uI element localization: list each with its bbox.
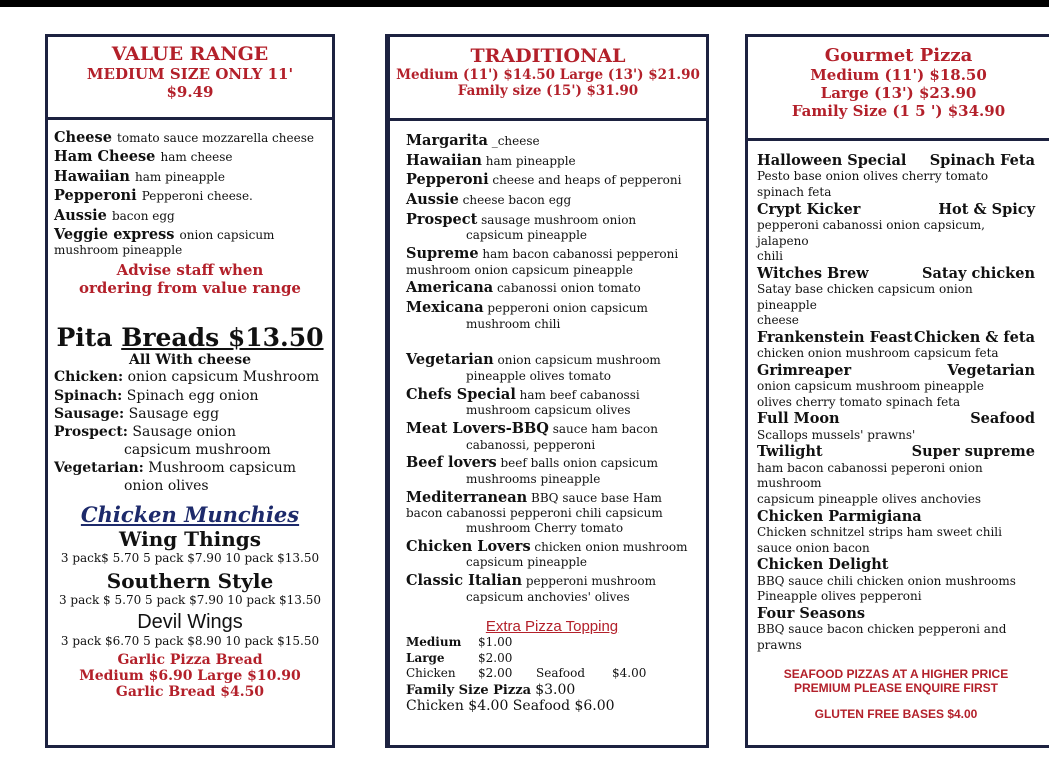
seafood-note-line2: PREMIUM PLEASE ENQUIRE FIRST (793, 681, 999, 696)
topping-row (406, 651, 698, 667)
traditional-item (406, 297, 698, 317)
pita-item-name: Sausage: (54, 405, 125, 422)
southern-style-prices: 3 pack $ 5.70 5 pack $7.90 10 pack $13.50 (58, 592, 322, 607)
traditional-item-cont: cabanossi, pepperoni (466, 437, 596, 452)
gourmet-item-cont: prawns (757, 637, 802, 652)
gourmet-item-cont: olives cherry tomato spinach feta (757, 394, 961, 409)
traditional-item-name: Chefs Special (406, 385, 516, 403)
value-item (54, 224, 326, 243)
gourmet-item-cont: sauce onion bacon (757, 540, 870, 555)
value-item (54, 166, 326, 185)
pita-subtitle: All With cheese (129, 352, 251, 369)
traditional-item (406, 452, 698, 472)
gourmet-item-head (757, 443, 1035, 460)
value-item-name: Pepperoni (54, 187, 137, 205)
gourmet-item-head (757, 362, 1035, 379)
topping-price: $1.00 (478, 635, 513, 650)
pita-item-desc: Sausage egg (124, 405, 220, 422)
traditional-item-cont: pineapple olives tomato (466, 369, 612, 384)
traditional-item-name: Chicken Lovers (406, 537, 531, 555)
traditional-item-name: Hawaiian (406, 151, 482, 169)
gourmet-item-head (757, 329, 1035, 346)
topping-size: Chicken (406, 666, 456, 681)
traditional-item-cont: mushroom capsicum olives (466, 403, 631, 418)
gourmet-header (748, 37, 1049, 141)
garlic-pizza-prices: Medium $6.90 Large $10.90 (79, 667, 301, 684)
traditional-item-desc: pepperoni onion capsicum (483, 301, 648, 316)
top-edge (0, 0, 1049, 7)
pita-item-name: Chicken: (54, 369, 124, 386)
pita-item-desc: Spinach egg onion (122, 387, 259, 404)
traditional-item (406, 209, 698, 229)
value-item-desc: tomato sauce mozzarella cheese (117, 131, 314, 145)
gourmet-item-style: Spinach Feta (929, 152, 1035, 169)
gourmet-medium: Medium (11') $18.50 (810, 66, 987, 84)
family-size-price: $3.00 (535, 681, 576, 698)
traditional-list (406, 130, 698, 331)
traditional-item-name: Mediterranean (406, 488, 528, 506)
traditional-item-cont: capsicum pineapple (466, 228, 588, 243)
value-range-size: MEDIUM SIZE ONLY 11' (86, 65, 294, 83)
value-item-desc: ham cheese (160, 150, 233, 165)
gourmet-item-name: Twilight (757, 443, 823, 461)
topping-seafood-price: $4.00 (612, 666, 647, 681)
traditional-item-desc: sauce ham bacon (548, 422, 658, 436)
traditional-item (406, 349, 698, 369)
traditional-panel (385, 34, 709, 748)
traditional-item-desc: _cheese (487, 134, 540, 148)
value-item-desc: onion capsicum (179, 227, 275, 242)
gourmet-item-style: Vegetarian (947, 361, 1035, 379)
pita-breads-title (54, 323, 326, 352)
traditional-item-desc: ham beef cabanossi (515, 387, 640, 402)
traditional-item-desc: cheese bacon egg (458, 193, 572, 208)
gourmet-item-head (757, 265, 1035, 282)
wing-things-prices: 3 pack$ 5.70 5 pack $7.90 10 pack $13.50 (60, 550, 320, 565)
gourmet-item-name: Witches Brew (757, 264, 869, 282)
gourmet-title: Gourmet Pizza (824, 45, 973, 66)
traditional-item-name: Classic Italian (406, 571, 522, 589)
gourmet-list (757, 152, 1035, 653)
family-size-row (406, 682, 698, 698)
topping-row (406, 666, 698, 682)
pita-item (54, 423, 326, 441)
extra-topping-title: Extra Pizza Topping (485, 618, 619, 636)
traditional-item-cont: capsicum pineapple (466, 555, 588, 570)
gourmet-item-name: Chicken Parmigiana (757, 507, 922, 525)
traditional-item-name: Pepperoni (406, 171, 489, 189)
traditional-item-name: Americana (406, 279, 494, 297)
value-item-name: Ham Cheese (54, 148, 156, 166)
gourmet-item-name: Frankenstein Feast (757, 328, 913, 346)
value-range-price: $9.49 (166, 83, 214, 101)
gourmet-item-cont: cheese (757, 313, 799, 328)
gourmet-item-style: Satay chicken (922, 264, 1035, 282)
traditional-item-desc: onion capsicum mushroom (493, 353, 661, 368)
traditional-item (406, 150, 698, 170)
value-item (54, 146, 326, 165)
gourmet-large: Large (13') $23.90 (820, 84, 977, 102)
wing-things-title: Wing Things (118, 526, 261, 551)
traditional-item (406, 536, 698, 556)
traditional-item (406, 130, 698, 150)
gourmet-item-desc: Chicken schnitzel strips ham sweet chili (757, 525, 1002, 540)
gourmet-item-name: Crypt Kicker (757, 200, 861, 218)
gourmet-item-desc: Pesto base onion olives cherry tomato (757, 169, 989, 184)
traditional-item-cont: bacon cabanossi pepperoni chili capsicum (406, 506, 663, 521)
gourmet-item-desc: Scallops mussels' prawns' (757, 427, 916, 442)
gourmet-item-desc: onion capsicum mushroom pineapple (757, 379, 984, 394)
garlic-pizza-bread: Garlic Pizza Bread (117, 651, 263, 668)
topping-prices (406, 635, 698, 682)
family-size-label: Family Size Pizza (406, 682, 532, 698)
garlic-bread-price: Garlic Bread $4.50 (115, 683, 265, 700)
traditional-item (406, 277, 698, 297)
gourmet-family: Family Size (1 5 ') $34.90 (791, 102, 1006, 120)
seafood-note-line1: SEAFOOD PIZZAS AT A HIGHER PRICE (783, 667, 1009, 682)
traditional-item-desc: BBQ sauce base Ham (527, 490, 662, 505)
devil-wings-prices: 3 pack $6.70 5 pack $8.90 10 pack $15.50 (60, 633, 320, 648)
traditional-item-cont: mushroom onion capsicum pineapple (406, 262, 633, 277)
traditional-item-desc: ham pineapple (481, 153, 576, 168)
gourmet-item-head (757, 152, 1035, 169)
gourmet-item-style: Hot & Spicy (938, 200, 1035, 218)
traditional-item (406, 570, 698, 590)
gourmet-item-name: Full Moon (757, 410, 840, 428)
traditional-item-cont: mushroom chili (466, 316, 561, 331)
traditional-title: TRADITIONAL (470, 45, 626, 67)
gourmet-item-head (757, 410, 1035, 427)
gourmet-item-cont: Pineapple olives pepperoni (757, 589, 922, 604)
value-range-list (54, 127, 326, 243)
gourmet-panel (745, 34, 1049, 748)
gourmet-item-head (757, 605, 1035, 622)
traditional-item-cont: mushroom Cherry tomato (466, 520, 624, 535)
gourmet-item-head (757, 556, 1035, 573)
pita-item-desc: Mushroom capsicum (143, 460, 297, 477)
topping-size: Large (406, 650, 445, 665)
value-item-desc: Pepperoni cheese. (141, 189, 253, 204)
pita-item (54, 387, 326, 405)
gourmet-item-style: Seafood (970, 410, 1035, 428)
value-item-desc: ham pineapple (135, 169, 225, 184)
pita-item-cont: onion olives (124, 478, 209, 495)
pita-item (54, 459, 326, 477)
traditional-item-name: Mexicana (406, 299, 484, 317)
topping-seafood-label (536, 635, 612, 651)
gourmet-item-desc: BBQ sauce chili chicken onion mushrooms (757, 573, 1016, 588)
traditional-item-desc: pepperoni mushroom (522, 573, 656, 588)
gourmet-item-head (757, 201, 1035, 218)
gourmet-body (748, 144, 1049, 745)
gluten-free-note: GLUTEN FREE BASES $4.00 (814, 707, 978, 722)
traditional-item-desc: ham bacon cabanossi pepperoni (478, 247, 679, 262)
advise-note-line1: Advise staff when (116, 261, 264, 280)
gourmet-item-style: Chicken & feta (914, 328, 1035, 346)
topping-seafood-label (536, 651, 612, 667)
traditional-item-desc: beef balls onion capsicum (496, 456, 659, 471)
traditional-item (406, 418, 698, 438)
gourmet-item-style: Super supreme (911, 443, 1035, 461)
traditional-item (406, 384, 698, 404)
advise-note-line2: ordering from value range (79, 279, 301, 298)
value-item (54, 127, 326, 146)
gourmet-item-desc: pepperoni cabanossi onion capsicum, jalapeno (757, 217, 985, 248)
southern-style-title: Southern Style (106, 568, 274, 593)
value-item-name: Veggie express (54, 225, 175, 243)
value-item-desc: bacon egg (111, 208, 175, 223)
pita-title: Breads $13.50 (121, 323, 324, 353)
traditional-item-name: Aussie (406, 191, 459, 209)
gourmet-item-name: Four Seasons (757, 604, 866, 622)
gourmet-item-name: Grimreaper (757, 361, 852, 379)
traditional-item-desc: cabanossi onion tomato (493, 281, 641, 296)
traditional-item-cont: capsicum anchovies' olives (466, 589, 630, 604)
pita-item (54, 405, 326, 423)
topping-price: $2.00 (478, 650, 513, 665)
gourmet-item-name: Halloween Special (757, 152, 907, 169)
value-range-body (48, 123, 332, 745)
traditional-header (390, 37, 706, 121)
pita-item-name: Vegetarian: (54, 460, 144, 477)
traditional-item-desc: chicken onion mushroom (530, 539, 688, 554)
value-range-panel (45, 34, 335, 748)
gourmet-item-head (757, 508, 1035, 525)
traditional-item-cont: mushrooms pineapple (466, 472, 601, 486)
traditional-item (406, 243, 698, 263)
pita-list (54, 368, 326, 495)
pita-item-desc: onion capsicum Mushroom (123, 369, 320, 386)
value-item-name: Cheese (54, 129, 112, 146)
gourmet-item-cont: chili (757, 249, 783, 264)
gourmet-item-desc: BBQ sauce bacon chicken pepperoni and (757, 622, 1007, 637)
gourmet-item-desc: Satay base chicken capsicum onion pineapple (757, 282, 973, 312)
traditional-medium-large: Medium (11') $14.50 Large (13') $21.90 (396, 67, 700, 83)
traditional-item-name: Margarita (406, 132, 488, 149)
traditional-list-2 (406, 349, 698, 604)
traditional-item (406, 169, 698, 189)
gourmet-item-cont: spinach feta (757, 184, 832, 199)
value-range-header (48, 37, 332, 120)
traditional-item-name: Meat Lovers-BBQ (406, 420, 549, 437)
gourmet-item-desc: chicken onion mushroom capsicum feta (757, 346, 999, 361)
traditional-item (406, 487, 698, 507)
pita-item-name: Spinach: (54, 387, 123, 404)
pita-lead: Pita (56, 323, 122, 353)
traditional-body (390, 124, 706, 745)
value-item-name: Aussie (54, 206, 107, 224)
devil-wings-title: Devil Wings (137, 610, 243, 633)
pita-item (54, 368, 326, 386)
traditional-item-name: Beef lovers (406, 454, 497, 472)
pita-item-desc: Sausage onion (127, 423, 236, 440)
pita-item-name: Prospect: (54, 423, 128, 440)
gourmet-item-cont: capsicum pineapple olives anchovies (757, 492, 982, 507)
topping-size: Medium (406, 635, 462, 650)
traditional-item-desc: sausage mushroom onion (477, 212, 637, 227)
traditional-family: Family size (15') $31.90 (457, 83, 639, 99)
traditional-item (406, 189, 698, 209)
value-item (54, 185, 326, 204)
topping-row (406, 635, 698, 651)
traditional-item-name: Vegetarian (406, 351, 494, 369)
traditional-item-desc: cheese and heaps of pepperoni (488, 173, 682, 188)
gourmet-item-name: Chicken Delight (757, 556, 889, 574)
traditional-item-name: Supreme (406, 245, 479, 263)
value-item (54, 205, 326, 224)
gourmet-item-desc: ham bacon cabanossi peperoni onion mushroom (757, 460, 983, 491)
value-range-title: VALUE RANGE (111, 43, 269, 65)
traditional-item-name: Prospect (406, 210, 478, 228)
topping-seafood-label: Seafood (536, 666, 586, 681)
pita-item-cont: capsicum mushroom (124, 442, 271, 459)
value-item-name: Hawaiian (54, 167, 130, 185)
veggie-express-cont: mushroom pineapple (54, 243, 183, 258)
family-size-extras: Chicken $4.00 Seafood $6.00 (406, 697, 615, 714)
topping-price: $2.00 (478, 666, 513, 681)
chicken-munchies-title: Chicken Munchies (80, 501, 300, 527)
